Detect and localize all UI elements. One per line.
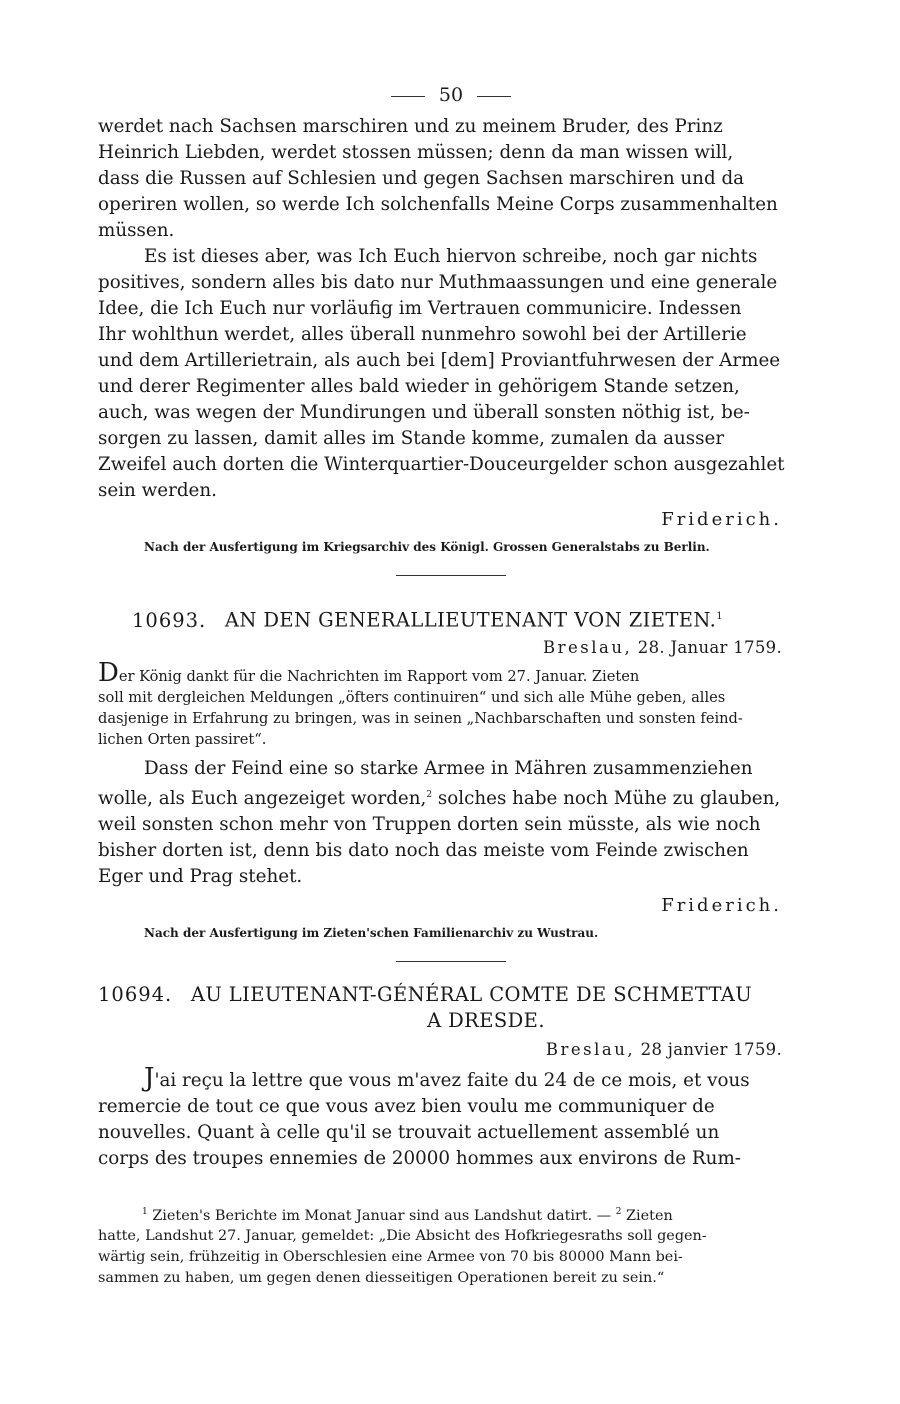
footnote-line: wärtig sein, frühzeitig in Oberschlesien eine Armee von 70 bis 80000 Mann bei- bbox=[98, 1249, 683, 1266]
letter-10693 bbox=[98, 604, 804, 941]
paragraph-2 bbox=[98, 244, 804, 504]
section-divider bbox=[396, 961, 506, 962]
footnote-line: hatte, Landshut 27. Januar, gemeldet: „Die Absicht des Hofkriegesraths soll gegen- bbox=[98, 1228, 707, 1245]
letter-heading bbox=[98, 982, 804, 1008]
text-line: auch, was wegen der Mundirungen und überall sonsten nöthig ist, be- bbox=[98, 402, 750, 423]
place: Breslau, bbox=[543, 637, 633, 657]
letter-title: AN DEN GENERALLIEUTENANT VON ZIETEN. bbox=[224, 608, 717, 632]
text-line: operiren wollen, so werde Ich solchenfalls Meine Corps zusammenhalten bbox=[98, 194, 778, 215]
text-line: weil sonsten schon mehr von Truppen dorten sein müsste, als wie noch bbox=[98, 813, 761, 835]
letter-number: 10693. bbox=[132, 608, 207, 632]
letter-number: 10694. bbox=[98, 982, 173, 1006]
footnote-line: sammen zu haben, um gegen denen diesseitigen Operationen bereit zu sein.“ bbox=[98, 1270, 665, 1287]
section-divider bbox=[396, 575, 506, 576]
text-line: lichen Orten passiret“. bbox=[98, 730, 267, 748]
text-line: remercie de tout ce que vous avez bien voulu me communiquer de bbox=[98, 1095, 715, 1117]
paragraph-1 bbox=[98, 114, 804, 244]
page-header bbox=[98, 80, 804, 110]
footnote-1: Zieten's Berichte im Monat Januar sind aus Landshut datirt. — bbox=[152, 1207, 612, 1224]
letter-10694 bbox=[98, 982, 804, 1172]
header-rule-right bbox=[477, 96, 511, 97]
signature: Friderich. bbox=[661, 894, 782, 916]
text-line: Heinrich Liebden, werdet stossen müssen; denn da man wissen will, bbox=[98, 142, 734, 163]
text-line: dass die Russen auf Schlesien und gegen Sachsen marschiren und da bbox=[98, 168, 745, 189]
text-line: sorgen zu lassen, damit alles im Stande komme, zumalen da ausser bbox=[98, 428, 725, 449]
text-line: und dem Artillerietrain, als auch bei [dem] Proviantfuhrwesen der Armee bbox=[98, 350, 781, 371]
text-line: müssen. bbox=[98, 220, 175, 241]
footnote-marker: 2 bbox=[615, 1206, 622, 1217]
footnote-ref: 2 bbox=[426, 789, 433, 800]
text-line: Idee, die Ich Euch nur vorläufig im Vertrauen communicire. Indessen bbox=[98, 298, 742, 319]
letter-body bbox=[98, 756, 804, 890]
source-note: Nach der Ausfertigung im Kriegsarchiv des Königl. Grossen Generalstabs zu Berlin. bbox=[144, 540, 710, 554]
text-line: Zweifel auch dorten die Winterquartier-Douceurgelder schon ausgezahlet bbox=[98, 454, 785, 475]
summary-paragraph bbox=[98, 657, 804, 750]
page-body bbox=[98, 80, 804, 1289]
date: 28 janvier 1759. bbox=[640, 1039, 782, 1059]
text-line: corps des troupes ennemies de 20000 hommes aux environs de Rum- bbox=[98, 1147, 741, 1169]
text-line: positives, sondern alles bis dato nur Muthmaassungen und eine generale bbox=[98, 272, 778, 293]
date: 28. Januar 1759. bbox=[637, 637, 782, 657]
letter-body bbox=[98, 1062, 804, 1172]
text-line: Ihr wohlthun werdet, alles überall nunmehro sowohl bei der Artillerie bbox=[98, 324, 747, 345]
footnote-2-start: Zieten bbox=[626, 1207, 673, 1224]
letter-title: AU LIEUTENANT-GÉNÉRAL COMTE DE SCHMETTAU bbox=[190, 982, 753, 1006]
text-line: dasjenige in Erfahrung zu bringen, was in seinen „Nachbarschaften und sonsten feind- bbox=[98, 709, 743, 727]
text-line: sein werden. bbox=[98, 480, 217, 501]
signature: Friderich. bbox=[661, 509, 782, 530]
header-rule-left bbox=[391, 96, 425, 97]
letter-continuation bbox=[98, 114, 804, 555]
footnote-marker: 1 bbox=[142, 1206, 148, 1217]
letter-heading bbox=[98, 604, 804, 634]
place-date bbox=[98, 1038, 804, 1062]
text-line: soll mit dergleichen Meldungen „öfters continuiren“ und sich alle Mühe geben, alles bbox=[98, 688, 726, 706]
source-note: Nach der Ausfertigung im Zieten'schen Familienarchiv zu Wustrau. bbox=[144, 925, 599, 940]
text-line: nouvelles. Quant à celle qu'il se trouvait actuellement assemblé un bbox=[98, 1121, 720, 1143]
text-line: und derer Regimenter alles bald wieder in gehörigem Stande setzen, bbox=[98, 376, 740, 397]
text-line: solches habe noch Mühe zu glauben, bbox=[432, 787, 781, 809]
place: Breslau, bbox=[545, 1039, 636, 1059]
text-line: er König dankt für die Nachrichten im Rapport vom 27. Januar. Zieten bbox=[118, 667, 640, 685]
letter-title-line-2: A DRESDE. bbox=[427, 1008, 545, 1032]
drop-cap: D bbox=[98, 657, 119, 688]
text-line: werdet nach Sachsen marschiren und zu meinem Bruder, des Prinz bbox=[98, 116, 723, 137]
page-number: 50 bbox=[438, 84, 464, 106]
text-line: Eger und Prag stehet. bbox=[98, 865, 303, 887]
footnote-ref: 1 bbox=[716, 611, 724, 622]
drop-cap: J bbox=[144, 1062, 155, 1093]
text-line: 'ai reçu la lettre que vous m'avez faite du 24 de ce mois, et vous bbox=[154, 1069, 750, 1091]
text-line: wolle, als Euch angezeiget worden, bbox=[98, 787, 427, 809]
place-date bbox=[98, 636, 804, 660]
text-line: Dass der Feind eine so starke Armee in Mähren zusammenziehen bbox=[144, 757, 753, 779]
text-line: Es ist dieses aber, was Ich Euch hiervon schreibe, noch gar nichts bbox=[144, 246, 758, 267]
footnote-text bbox=[98, 1202, 804, 1290]
footnotes bbox=[98, 1202, 804, 1290]
text-line: bisher dorten ist, denn bis dato noch das meiste vom Feinde zwischen bbox=[98, 839, 749, 861]
